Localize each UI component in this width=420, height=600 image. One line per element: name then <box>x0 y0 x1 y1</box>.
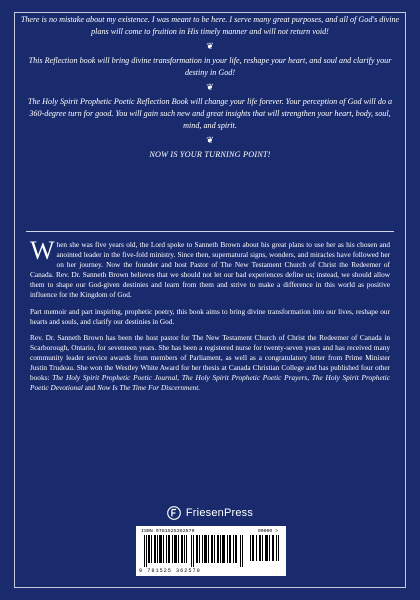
price-code: 90000 > <box>257 529 278 534</box>
turning-point-heading: NOW IS YOUR TURNING POINT! <box>149 150 271 159</box>
price-barcode-bars <box>250 535 280 561</box>
quote-reflection-book: This Reflection book will bring divine transformation in your life, reshape your heart, and soul and clarify your destiny in God! <box>28 56 392 77</box>
heart-ornament-icon: ❦ <box>206 41 214 51</box>
publisher-name: FriesenPress <box>185 507 254 519</box>
quotes-block <box>20 14 400 161</box>
book-title-prayers: The Holy Spirit Prophetic Poetic Prayers, <box>181 373 310 383</box>
author-story-text: hen she was five years old, the Lord spoke to Sanneth Brown about his great plans to use her as his chosen and anointed leader in the five-fold ministry. Since then, supernatural signs, wonders, and miracles have followed her on her journey. Now the founder and host Pastor of The New Testament Church of Christ the Redeemer of Canada. Rev. Dr. Sanneth Brown believes that we should not let our bad experiences define us; instead, we should allow them to shape our God-given destinies and learn from them and strive to make a difference in this world as positive influence for the Kingdom of God. <box>30 240 390 300</box>
heart-ornament-icon: ❦ <box>206 82 214 92</box>
isbn-digits: 9 781525 362570 <box>139 568 201 574</box>
isbn-label: ISBN 978152536257​0 <box>141 529 195 534</box>
barcode-bars <box>144 535 244 567</box>
isbn-barcode <box>136 526 286 576</box>
heart-ornament-icon: ❦ <box>206 135 214 145</box>
author-bio-paragraph <box>30 333 390 394</box>
description-body <box>30 236 390 399</box>
quote-existence: There is no mistake about my existence. I was meant to be here. I serve many great purposes, and all of God's divine plans will come to fruition in His timely manner and will not return void! <box>20 15 400 36</box>
author-story-paragraph <box>30 236 390 301</box>
conjunction-text: and <box>84 383 96 393</box>
author-bio-text: Rev. Dr. Sanneth Brown has been the host pastor for The New Testament Church of Christ the Redeemer of Canada in Scarborough, Ontario, for seventeen years. She has been a registered nurse for twenty-seven years and has received many community leader service awards from members of Parliament, as well as a congratulatory letter from Prime Minister Justin Trudeau. She won the Westley White Award for her thesis at Canada Christian College and has published four other books: <box>30 332 390 383</box>
book-title-devotional: The Holy Spirit Prophetic Poetic Devotional <box>30 373 390 393</box>
quote-holy-spirit-book: The Holy Spirit Prophetic Poetic Reflection Book will change your life forever. Your perception of God will do a 360-degree turn for good. You will gain such new and great insights that will strengthen your heart, body, soul, mind, and spirit. <box>27 97 393 130</box>
publisher-mark <box>0 506 420 520</box>
book-title-journal: The Holy Spirit Prophetic Poetic Journal, <box>52 373 180 383</box>
book-summary-paragraph: Part memoir and part inspiring, prophetic poetry, this book aims to bring divine transformation into our lives, reshape our hearts and souls, and clarify our destinies in God. <box>30 306 390 326</box>
drop-cap: W <box>30 236 55 265</box>
section-divider <box>26 231 394 232</box>
book-title-discernment: Now Is The Time For Discernment. <box>97 383 201 393</box>
friesenpress-logo-icon <box>167 506 181 520</box>
